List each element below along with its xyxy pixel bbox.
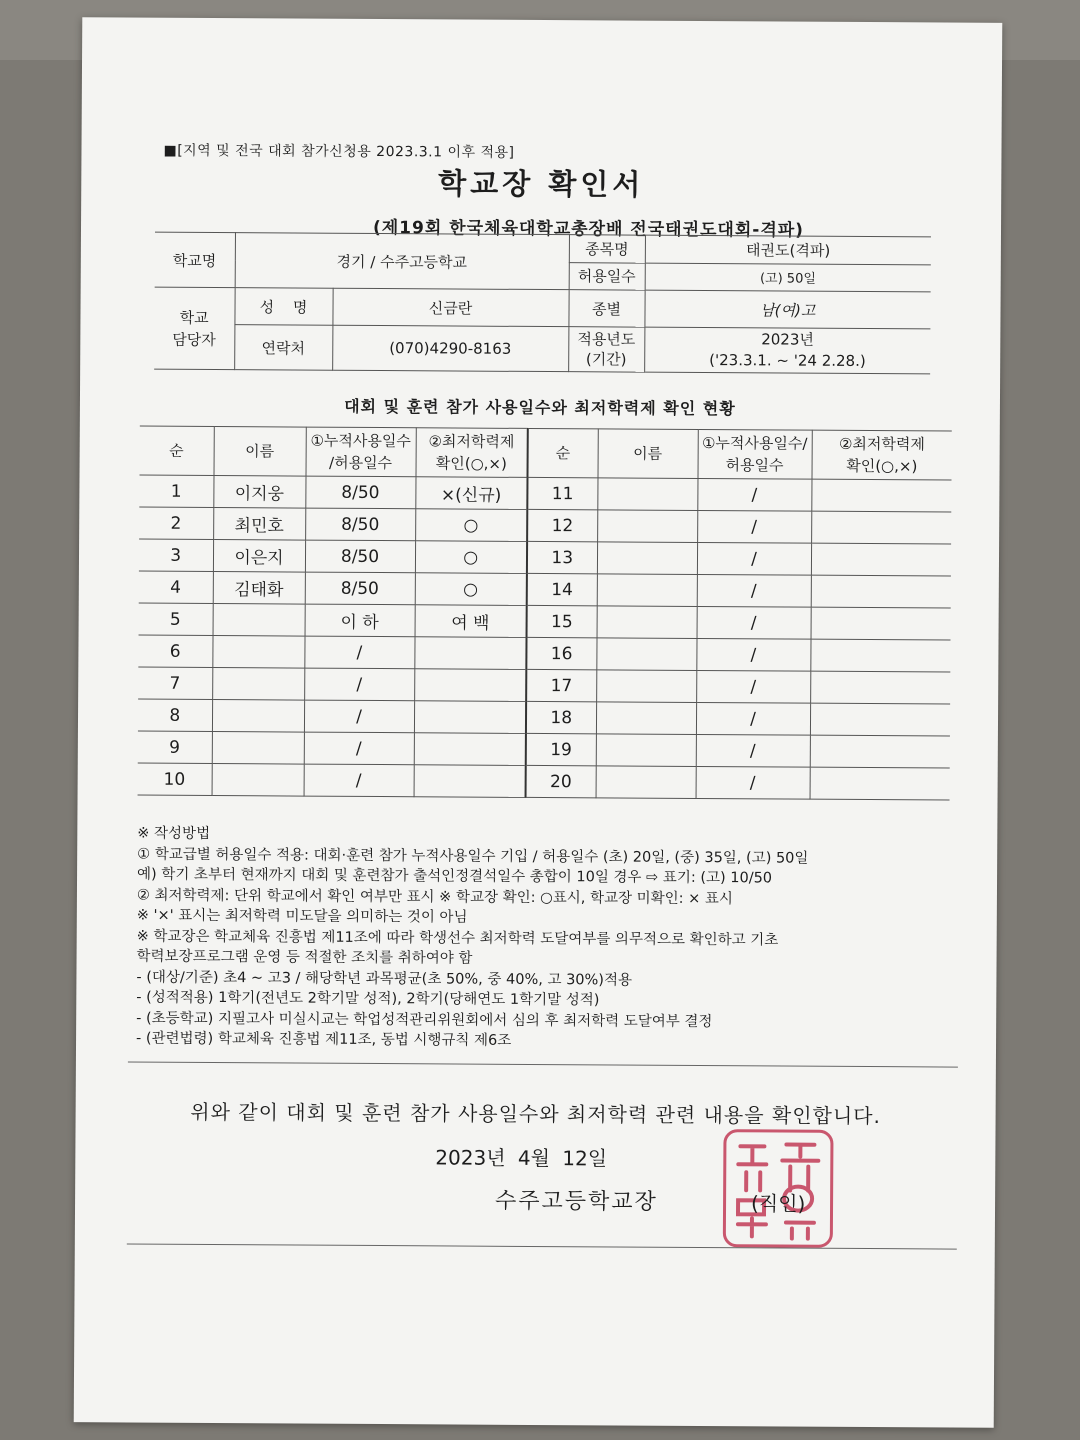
days-used: 8/50 [305, 476, 415, 509]
table-row [139, 475, 951, 512]
table-row [138, 763, 950, 800]
document-page [74, 17, 1003, 1428]
days-used: / [304, 636, 414, 669]
row-number: 19 [526, 733, 596, 765]
row-number: 5 [139, 603, 213, 635]
school-name-value: 경기 / 수주고등학교 [235, 233, 569, 290]
row-number: 20 [526, 765, 596, 797]
note-line: - (초등학교) 지필고사 미실시교는 학업성적관리위원회에서 심의 후 최저학력 도달여부 결정 [136, 1010, 713, 1030]
table-row [138, 731, 950, 768]
note-line: - (관련법령) 학교체육 진흥법 제11조, 동법 시행규칙 제6조 [136, 1030, 512, 1049]
document-subtitle: (제19회 한국체육대학교총장배 전국태권도대회-격파) [372, 217, 805, 241]
table-row [138, 699, 950, 736]
divider-top [128, 1062, 958, 1068]
header-min-right-l1: ②최저학력제 [838, 434, 925, 454]
header-no-left: 순 [140, 426, 214, 475]
min-achievement [811, 543, 951, 576]
student-name [212, 764, 304, 797]
event-value: 태권도(격파) [645, 235, 931, 264]
student-name: 최민호 [213, 508, 305, 541]
principal-title: 수주고등학교장 [494, 1188, 658, 1215]
min-achievement [414, 701, 526, 734]
header-name-right: 이름 [597, 429, 697, 479]
row-number: 1 [139, 475, 213, 507]
min-achievement [414, 765, 526, 798]
writing-instructions [136, 824, 957, 1055]
notice-text: ■[지역 및 전국 대회 참가신청용 2023.3.1 이후 적용] [163, 142, 515, 161]
days-used: / [696, 670, 810, 703]
header-min-left-l2: 확인(○,×) [435, 454, 507, 473]
header-min-right [811, 430, 951, 480]
min-achievement: ○ [415, 509, 527, 542]
header-days-right [697, 429, 811, 479]
min-achievement [810, 639, 950, 672]
student-name [213, 604, 305, 637]
row-number: 9 [138, 731, 212, 763]
note-line: ※ '×' 표시는 최저학력 미도달을 의미하는 것이 아님 [136, 907, 468, 926]
student-name [212, 636, 304, 669]
student-name [597, 574, 697, 607]
row-number: 14 [527, 573, 597, 605]
student-name [212, 668, 304, 701]
header-days-right-l2: 허용일수 [725, 456, 784, 475]
student-name [596, 766, 696, 799]
student-name: 이지웅 [213, 476, 305, 509]
gender-value: 남(여)고 [644, 290, 930, 329]
days-used: / [304, 668, 414, 701]
confirmation-date: 2023년 4월 12일 [435, 1145, 608, 1171]
student-name [597, 542, 697, 575]
year-value-line1: 2023년 [761, 330, 814, 349]
header-min-left [415, 428, 527, 478]
row-number: 17 [526, 669, 596, 701]
header-name-left: 이름 [214, 427, 306, 477]
row-number: 7 [138, 667, 212, 699]
year-value-line2: ('23.3.1. ~ '24 2.28.) [709, 351, 866, 370]
note-line: ② 최저학력제: 단위 학교에서 확인 여부만 표시 ※ 학교장 확인: ○표시, 학교장 미확인: × 표시 [136, 887, 733, 907]
participation-table [138, 426, 952, 801]
header-days-right-l1: ①누적사용일수/ [701, 433, 808, 453]
days-used: 8/50 [305, 540, 415, 573]
note-line: ※ 학교장은 학교체육 진흥법 제11조에 따라 학생선수 최저학력 도달여부를 의무적으로 확인하고 기초 [136, 928, 779, 948]
row-number: 3 [139, 539, 213, 571]
row-number: 15 [527, 605, 597, 637]
student-name: 김태화 [213, 572, 305, 605]
row-number: 11 [527, 477, 597, 509]
student-name [596, 638, 696, 671]
note-line: 학력보장프로그램 운영 등 적절한 조치를 취하여야 함 [136, 948, 473, 967]
table-row [139, 507, 951, 544]
row-number: 10 [138, 763, 212, 795]
min-achievement [810, 767, 950, 800]
student-name [596, 670, 696, 703]
min-achievement [811, 479, 951, 512]
days-used: / [697, 542, 811, 575]
row-number: 18 [526, 701, 596, 733]
header-min-right-l2: 확인(○,×) [846, 456, 918, 476]
confirmation-statement: 위와 같이 대회 및 훈련 참가 사용일수와 최저학력 관련 내용을 확인합니다. [190, 1099, 881, 1129]
section-title: 대회 및 훈련 참가 사용일수와 최저학력제 확인 현황 [344, 396, 736, 419]
note-line: 예) 학기 초부터 현재까지 대회 및 훈련참가 출석인정결석일수 총합이 10일 경우 ⇨ 표기: (고) 10/50 [137, 866, 773, 887]
student-name [212, 700, 304, 733]
allowed-days-label: 허용일수 [569, 262, 645, 290]
student-name [597, 606, 697, 639]
student-name [596, 734, 696, 767]
year-value [644, 327, 930, 374]
min-achievement: ×(신규) [415, 477, 527, 510]
school-info-table [154, 232, 931, 375]
row-number: 12 [527, 509, 597, 541]
days-used: / [696, 638, 810, 671]
days-used: / [304, 764, 414, 797]
min-achievement: ○ [415, 573, 527, 606]
min-achievement [810, 703, 950, 736]
min-achievement: ○ [415, 541, 527, 574]
manager-name-value: 신금란 [332, 288, 568, 326]
school-name-label: 학교명 [155, 232, 235, 287]
days-used: / [697, 606, 811, 639]
header-no-right: 순 [527, 428, 597, 477]
student-name [212, 732, 304, 765]
days-used: 8/50 [305, 508, 415, 541]
participation-rows [138, 475, 952, 800]
days-used: 이 하 [305, 604, 415, 637]
min-achievement: 여 백 [415, 605, 527, 638]
table-row [139, 571, 951, 608]
divider-bottom [127, 1243, 957, 1249]
days-used: / [697, 510, 811, 543]
row-number: 6 [138, 635, 212, 667]
note-line: - (대상/기준) 초4 ~ 고3 / 해당학년 과목평균(초 50%, 중 40%, 고 30%)적용 [136, 969, 633, 989]
min-achievement [414, 637, 526, 670]
year-label [568, 327, 644, 372]
header-min-left-l1: ②최저학력제 [428, 432, 515, 451]
manager-name-label: 성 명 [234, 288, 332, 326]
event-label: 종목명 [569, 235, 645, 263]
note-line: - (성적적용) 1학기(전년도 2학기말 성적), 2학기(당해연도 1학기말 성적) [136, 989, 600, 1009]
min-achievement [811, 511, 951, 544]
days-used: / [696, 734, 810, 767]
manager-label-line2: 담당자 [172, 330, 216, 349]
note-line: ① 학교급별 허용일수 적용: 대회·훈련 참가 누적사용일수 기입 / 허용일수 (초) 20일, (중) 35일, (고) 50일 [137, 846, 809, 867]
days-used: / [697, 574, 811, 607]
row-number: 13 [527, 541, 597, 573]
min-achievement [811, 575, 951, 608]
student-name [596, 702, 696, 735]
student-name [597, 478, 697, 511]
manager-label [154, 287, 234, 369]
days-used: / [696, 766, 810, 799]
year-label-line2: (기간) [585, 350, 627, 369]
min-achievement [810, 735, 950, 768]
days-used: / [697, 478, 811, 511]
contact-label: 연락처 [234, 325, 332, 371]
document-title: 학교장 확인서 [438, 166, 645, 202]
row-number: 8 [138, 699, 212, 731]
student-name [597, 510, 697, 543]
days-used: / [304, 700, 414, 733]
header-days-left [306, 427, 416, 477]
student-name: 이은지 [213, 540, 305, 573]
allowed-days-value: (고) 50일 [645, 263, 931, 292]
row-number: 4 [139, 571, 213, 603]
min-achievement [414, 669, 526, 702]
table-row [139, 603, 951, 640]
row-number: 16 [526, 637, 596, 669]
stamp-label: (직인) [750, 1191, 806, 1216]
table-row [139, 539, 951, 576]
min-achievement [414, 733, 526, 766]
days-used: / [696, 702, 810, 735]
table-row [138, 667, 950, 704]
note-line: ※ 작성방법 [137, 825, 211, 842]
min-achievement [811, 607, 951, 640]
days-used: 8/50 [305, 572, 415, 605]
days-used: / [304, 732, 414, 765]
table-row [138, 635, 950, 672]
header-days-left-l2: /허용일수 [329, 453, 393, 473]
manager-label-line1: 학교 [179, 308, 209, 327]
year-label-line1: 적용년도 [577, 330, 636, 349]
header-days-left-l1: ①누적사용일수 [310, 431, 411, 451]
min-achievement [810, 671, 950, 704]
contact-value: (070)4290-8163 [332, 325, 568, 371]
row-number: 2 [139, 507, 213, 539]
gender-label: 종별 [568, 290, 644, 327]
